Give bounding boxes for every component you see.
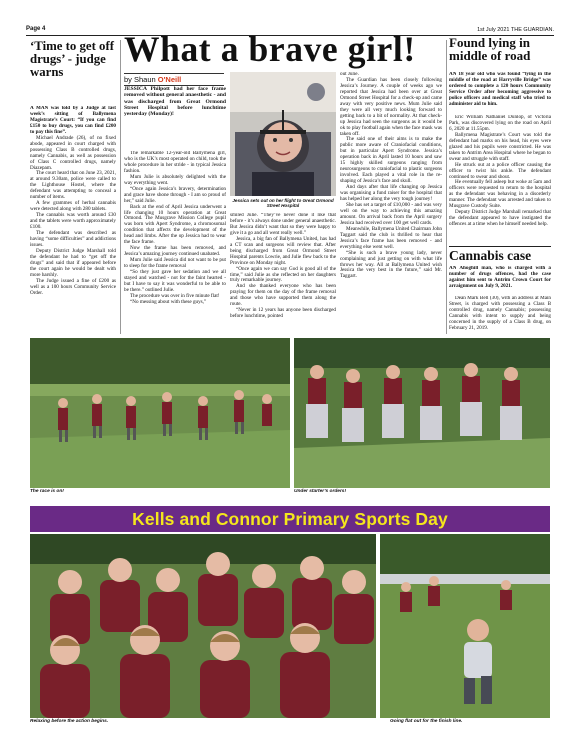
paragraph: And days after that life changing op Jessica was organising a fund raiser for the hospital that has helped her along the very tough journey! (340, 184, 442, 203)
paragraph: The remarkable 12-year-old Ballymena girl, who is the UK’s most operated on child, took the whole procedure in her stride - in typical Jessica fashion. (124, 151, 226, 174)
paragraph: Mum Julie is absolutely delighted with the way everything went. (124, 173, 226, 186)
paragraph: “Never in 12 years has anyone been discharged before lunchtime, pointed (230, 307, 336, 320)
paragraph: Ballymena Magistrate’s Court was told the defendant had marks on his head, his eyes were glazed and his pupils were constricted. He was taken to Antrim Area Hospital where he began to swear and struggle with staff. (449, 131, 551, 162)
paragraph: Michael Andrade (26), of no fixed abode, appeared in court charged with possessing Class B controlled drugs, namely Cannabis, as well as possession of Class C controlled drugs, namely Diazepam. (30, 134, 116, 171)
jessica-photo-caption: Jessica sets out on her flight to Great Ormond Street Hospital (232, 198, 334, 208)
paragraph: She has set a target of £10,000 - and was very well on the way to achieving this amazing amount. On arrival back from the April surgery Jessica had received over 100 get well cards. (340, 201, 442, 226)
column-rule (446, 40, 447, 334)
finish-photo-caption: Going flat out for the finish line. (390, 719, 463, 724)
paragraph: “No messing about with these guys,” (130, 298, 207, 305)
race-photo-caption: The race is on! (30, 489, 64, 494)
paragraph: The cannabis was worth around £30 and the tablets were worth approximately £100. (30, 212, 116, 231)
paragraph: Deputy District Judge Marshall remarked that the defendant appeared to have instigated the offences at a time when he himself needed help. (449, 209, 551, 228)
paragraph: The Guardian has been closely following Jessica’s Journey. A couple of weeks ago we reported that Jessica had been over at Great Ormond Street Hospital for a check-up and came away with very positive news. Mum Julie said they were all very much looking forward to getting back to a bit of normality. At that check-up Jessica had seen the surgeons as it would be ok to play football again when the face mask was taken off. (340, 76, 442, 137)
sports-day-banner: Kells and Connor Primary Sports Day (30, 506, 550, 532)
cannabis-lead: AN Ahoghill man, who is charged with a number of drugs offences, had the case against him sent to Antrim Crown Court for arraignment on July 9, 2021. (449, 266, 551, 289)
paragraph: The Judge issued a fine of £200 as well as a 100 hours Community Service Order. (30, 277, 116, 296)
paragraph: A few grammes of herbal cannabis were detected along with 280 tablets. (30, 200, 116, 213)
main-column-2 (230, 213, 336, 335)
main-lead: JESSICA Philpott had her face frame removed without general anaesthetic - and was discharged from Great Ormond Street Hospital before lunchtime yesterday (Monday)! (124, 86, 226, 118)
main-column-3 (340, 72, 442, 335)
starters-photo (294, 338, 550, 488)
paragraph: And she thanked everyone who has been praying for them on the day of the frame removal and those who have supported them along the route. (230, 283, 336, 308)
byline-prefix: by Shaun (124, 75, 156, 84)
paragraph: smiled Julie. “They’ve never done it like that before - it’s always done under general anaesthetic. But Jessica didn’t want that so they were happy to give it a go and all went really well.” (230, 213, 336, 236)
paragraph: Now the frame has been removed, and Jessica’s amazing journey continued unabated. (124, 245, 226, 258)
road-lead: AN 18 year old who was found “lying in the middle of the road at Harryville Bridge” was ordered to complete a 120 hours Community Service Order after becoming aggressive to police officers and medical staff who tried to administer aid to him. (449, 72, 551, 107)
paragraph: The court heard that on June 23, 2021, at around 9.30am, police were called to the Lighthouse Hostel, where the defendant was attempting to conceal a number of items. (30, 170, 116, 201)
story-divider (449, 246, 551, 247)
relaxing-photo-caption: Relaxing before the action begins. (30, 719, 109, 724)
cannabis-headline: Cannabis case (449, 248, 532, 263)
race-photo (30, 338, 290, 488)
paragraph: “Once again Jessica’s bravery, determination and grace have shone through - I am so proud of her,” said Julie. (124, 185, 226, 204)
byline (124, 73, 224, 86)
road-headline: Found lying in middle of road (449, 35, 531, 64)
paragraph: Back at the end of April Jessica underwent a life changing 10 hours operation at Great Ormond. The Musgrave Mission College pupil was born with Apert Syndrome, a chromosomal condition that affects the development of the head and limbs. After the op Jessica had to wear the face frame. (124, 203, 226, 246)
paragraph: Meanwhile, Ballymena United Chairman John Taggart said the club is thrilled to hear that Jessica’s face frame has been removed - and everything else went well. (340, 225, 442, 250)
left-headline: ‘Time to get off drugs’ - judge warns (30, 39, 114, 80)
paragraph: The defendant was described as having “some difficulties” and addictions issues. (30, 230, 116, 248)
paragraph: “She is such a brave young lady, never complaining and just getting on with what life throws her way. All at Ballymena United wish Jessica the very best in the future,” said Mr. Taggart. (340, 249, 442, 280)
paragraph: “Once again we can say God is good all of the time,” said Julie as she reflected on her daughters truly remarkable journey. (230, 265, 336, 284)
issue-date: 1st July 2021 THE GUARDIAN. (477, 27, 554, 33)
column-rule (120, 40, 121, 334)
starters-photo-caption: Under starter’s orders! (294, 489, 347, 494)
cannabis-story-body (449, 296, 551, 336)
paragraph: “So they just gave her sedation and we all stayed and watched - not for the faint hearted - but I have to say it was wonderful to be able to be there.” outlined Julie. (124, 269, 226, 293)
paragraph: Mum Julie said Jessica did not want to be put to sleep for the frame removal (124, 257, 226, 270)
paragraph: out Julie. (340, 72, 359, 77)
paragraph: The procedure was over in five minute flat! (130, 292, 220, 299)
paragraph: The said one of their aims is to make the public more aware of Craniofacial conditions, but in particular Apert Syndrome. Jessica’s operation back in April lasted 10 hours and saw 15 highly skilled surgeons ranging from neurosurgeons to craniofacial to plastic surgeons involved. Each played a vital role in the re-shaping of Jessica’s face and skull. (340, 136, 442, 185)
paragraph: He eventually fell asleep but woke at 5am and officers were requested to return to the hospital as the defendant was behaving in a disorderly manner. The defendant was arrested and taken to Musgrave Custody Suite. (449, 179, 551, 210)
main-headline: What a brave girl! (124, 29, 416, 69)
paragraph: Dean Mark Bell (30), with an address at Main Street, is charged with possessing a Class B controlled drug, namely Cannabis; possessing Cannabis with intent to supply and being concerned in the supply of a Class B drug, on February 21, 2019. (449, 296, 551, 331)
paragraph: Jessica, a big fan of Ballymena United, has had a CT scan and surgeons will review that. After being discharged from Great Ormond Street Hospital parents Lowrie, and Julie flew back to the Province on Monday night. (230, 235, 336, 266)
road-story-body (449, 115, 551, 245)
paragraph: He struck out at a police officer causing the officer to twist his ankle. The defendant continued to swear and shout. (449, 161, 551, 180)
paragraph: A MAN was told by a Judge at last week’s sitting of Ballymena Magistrate’s Court: “If you can find £150 to buy drugs, you can find £200 to pay this fine”. (30, 106, 116, 135)
paragraph: Deputy District Judge Marshall told the defendant he had to “get off the drugs” and said that if appeared before the court again he would be dealt with more harshly. (30, 247, 116, 278)
main-column-1 (124, 151, 226, 335)
finish-photo (380, 534, 550, 718)
page-number: Page 4 (26, 26, 46, 32)
jessica-photo (230, 72, 336, 196)
byline-name: O'Neill (157, 75, 182, 84)
relaxing-photo (30, 534, 376, 718)
paragraph: Eric William Nathaniel Dunlop, of Victoria Park, was discovered lying on the road on April 6, 2020 at 11.55pm. (449, 115, 551, 132)
